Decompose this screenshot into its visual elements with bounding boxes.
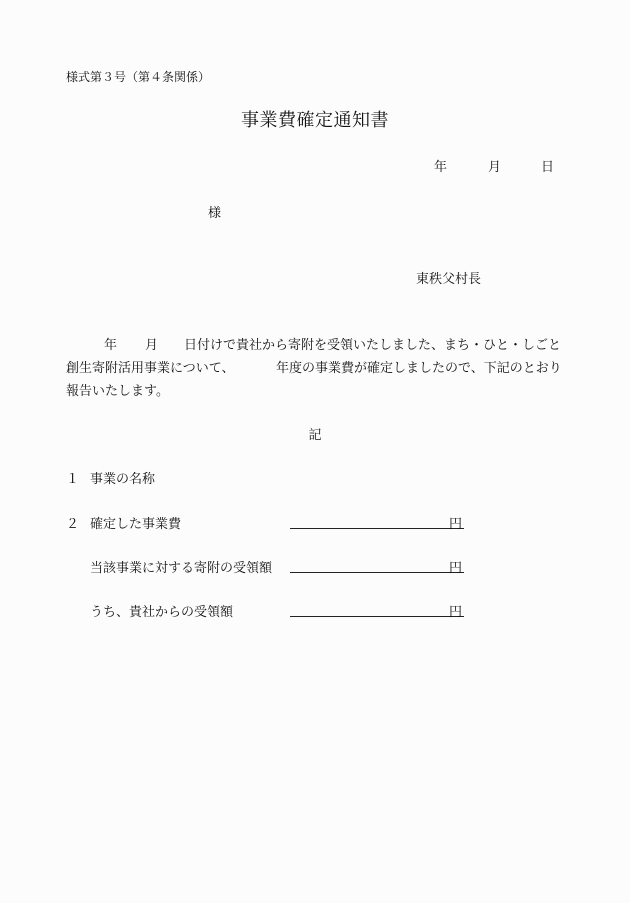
addressee-suffix: 様 [208,206,222,221]
item-label: うち、貴社からの受領額 [90,605,234,620]
date-day-label: 日 [541,160,555,175]
document-title: 事業費確定通知書 [241,110,389,131]
body-line2a: 創生寄附活用事業について、 [66,361,235,376]
body-month: 月 [145,338,159,353]
item-label: 確定した事業費 [90,517,182,532]
body-line1: 日付けで貴社から寄附を受領いたしました、まち・ひと・しごと [184,338,562,353]
item-label: 事業の名称 [90,472,156,487]
item-label: 当該事業に対する寄附の受領額 [90,561,273,576]
body-year: 年 [104,338,118,353]
item-number: １ [66,472,80,487]
sender-name: 東秩父村長 [416,272,482,287]
amount-field-line [290,600,464,617]
body-line2b: 年度の事業費が確定しましたので、下記のとおり [276,361,562,376]
yen-unit: 円 [449,517,463,532]
form-number: 様式第３号（第４条関係） [66,70,211,84]
yen-unit: 円 [449,605,463,620]
amount-field-line [290,512,464,529]
ki-heading: 記 [308,428,322,443]
date-year-label: 年 [434,160,448,175]
amount-field-line [290,556,464,573]
item-number: ２ [66,517,80,532]
body-line3: 報告いたします。 [66,384,169,399]
date-month-label: 月 [488,160,502,175]
yen-unit: 円 [449,561,463,576]
